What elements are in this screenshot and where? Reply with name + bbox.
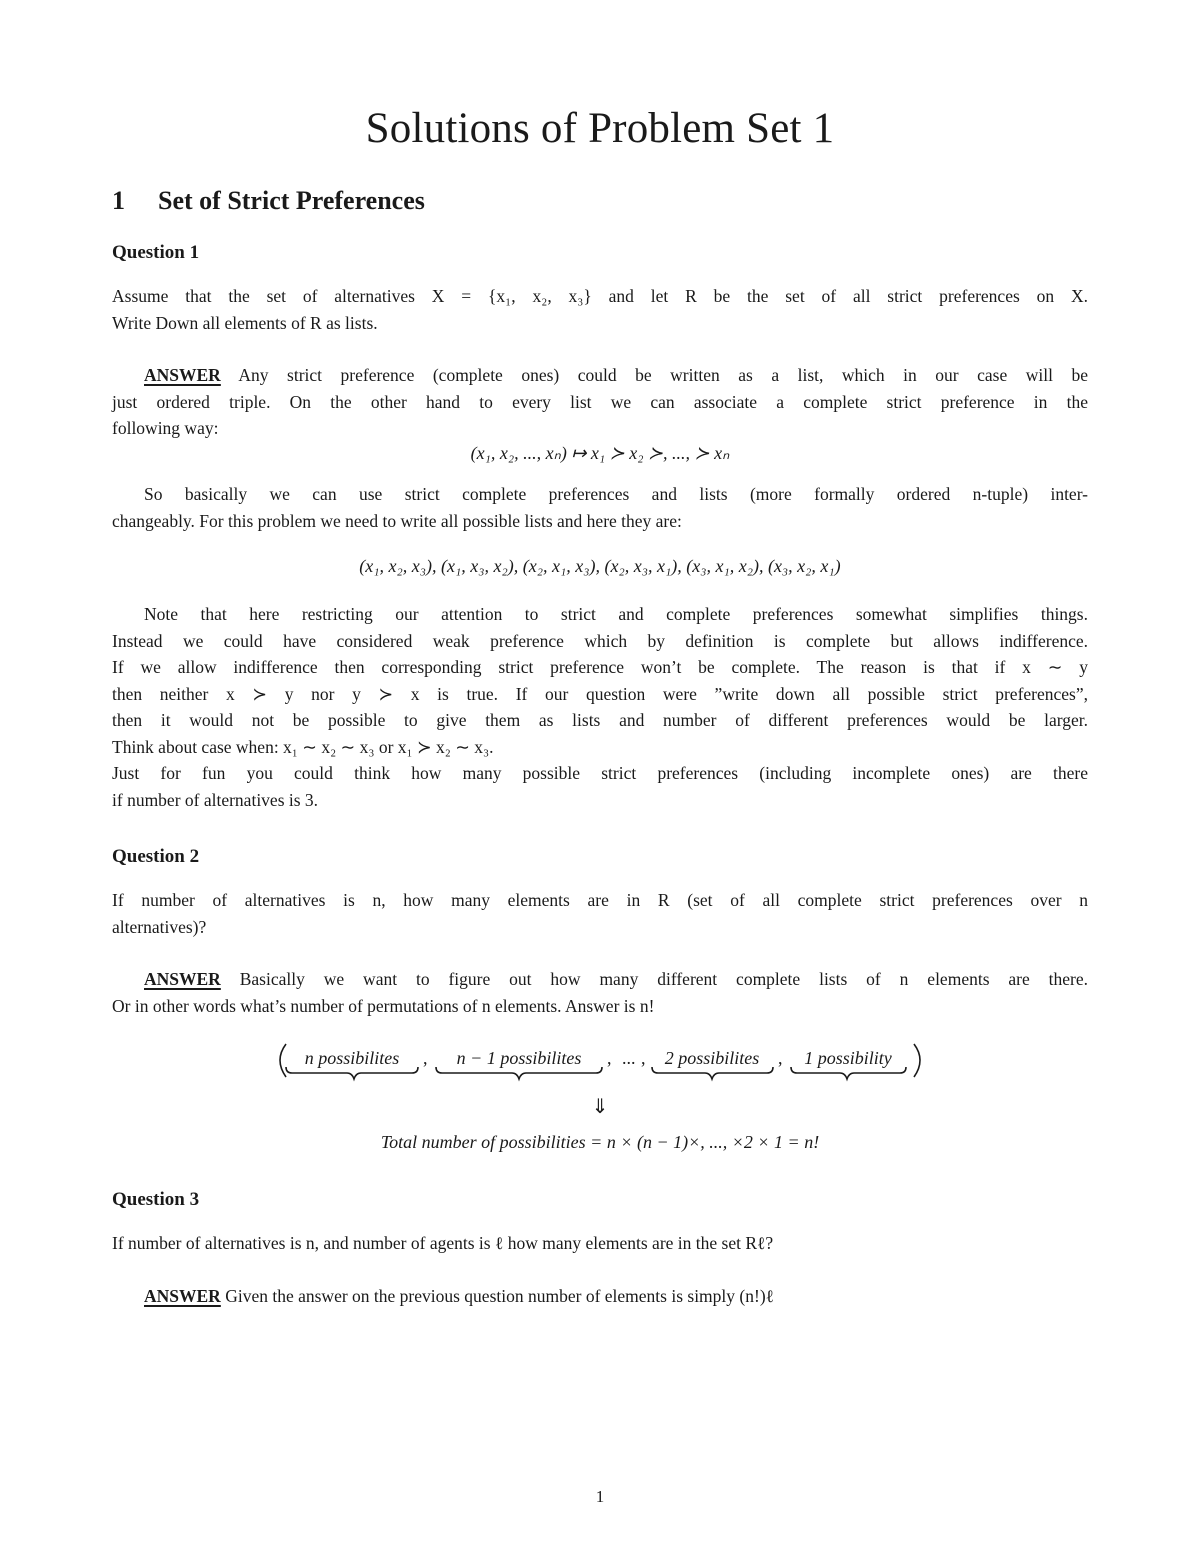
text-line: following way: xyxy=(112,418,219,438)
brace-label-1: 1 possibility xyxy=(804,1048,892,1068)
question-1-prompt xyxy=(112,283,1088,336)
brace-label-n: n possibilites xyxy=(304,1048,400,1068)
underbrace xyxy=(436,1067,602,1079)
question-2-prompt xyxy=(112,887,1088,940)
left-paren xyxy=(280,1044,286,1077)
question-2-answer xyxy=(112,966,1088,1019)
question-1-paragraph-3 xyxy=(112,601,1088,813)
answer-first-line xyxy=(112,1283,1088,1310)
question-3-prompt xyxy=(112,1230,1088,1257)
question-1-heading: Question 1 xyxy=(112,242,200,263)
brace-comma: , xyxy=(778,1048,783,1068)
text-line: then neither x ≻ y nor y ≻ x is true. If our question were ”write down all possible strict preferences”, xyxy=(112,683,1088,704)
text-line: Note that here restricting our attention to strict and complete preferences somewhat simplifies things. xyxy=(144,604,1088,624)
underbrace-display xyxy=(0,1040,1200,1090)
underbrace xyxy=(791,1067,906,1079)
question-1-paragraph-2 xyxy=(112,481,1088,534)
text-line: if number of alternatives is 3. xyxy=(112,789,319,810)
section-number: 1 xyxy=(112,186,125,215)
question-3-answer xyxy=(112,1283,1088,1310)
brace-comma: , xyxy=(607,1048,612,1068)
text-line: Any strict preference (complete ones) could be written as a list, which in our case will be xyxy=(238,365,1088,385)
text-line: If we allow indifference then corresponding strict preference won’t be complete. The reason is that if x ∼ y xyxy=(112,657,1088,677)
text-line: then it would not be possible to give them as lists and number of different preferences would be larger. xyxy=(112,710,1088,730)
text-line: Or in other words what’s number of permutations of n elements. Answer is n! xyxy=(112,995,655,1016)
text-line: just ordered triple. On the other hand to every list we can associate a complete strict preference in the xyxy=(112,391,1088,412)
display-equation-all-lists: (x₁, x₂, x₃), (x₁, x₃, x₂), (x₂, x₁, x₃), (x₂, x₃, x₁), (x₃, x₁, x₂), (x₃, x₂, x₁) xyxy=(359,556,841,576)
text-line: Basically we want to figure out how many different complete lists of n elements are there. xyxy=(239,969,1089,989)
text-line: Just for fun you could think how many possible strict preferences (including incomplete ones) are there xyxy=(112,763,1088,783)
text-line: If number of alternatives is n, how many elements are in R (set of all complete strict preferences over n xyxy=(112,890,1088,910)
question-2-heading: Question 2 xyxy=(112,846,200,867)
section-heading xyxy=(112,186,425,216)
right-paren xyxy=(914,1044,920,1077)
implies-arrow: ⇓ xyxy=(591,1096,609,1118)
display-equation-list-map: (x₁, x₂, ..., xₙ) ↦ x₁ ≻ x₂ ≻, ..., ≻ xₙ xyxy=(470,443,730,463)
text-line: Assume that the set of alternatives X = {x₁, x₂, x₃} and let R be the set of all strict preferences on X. xyxy=(112,286,1088,306)
brace-label-2: 2 possibilites xyxy=(664,1048,760,1068)
question-3-heading: Question 3 xyxy=(112,1189,200,1210)
text-line: Given the answer on the previous question number of elements is simply (n!)ℓ xyxy=(225,1286,775,1306)
brace-label-n-minus-1: n − 1 possibilites xyxy=(456,1048,582,1068)
answer-label: ANSWER xyxy=(144,969,221,989)
answer-first-line xyxy=(112,966,1088,993)
brace-comma: , xyxy=(641,1048,646,1068)
text-line: alternatives)? xyxy=(112,916,207,937)
text-line: Think about case when: x₁ ∼ x₂ ∼ x₃ or x₁ ≻ x₂ ∼ x₃. xyxy=(112,736,494,757)
section-title: Set of Strict Preferences xyxy=(158,186,425,215)
answer-first-line xyxy=(112,362,1088,389)
brace-ellipsis: ... xyxy=(622,1048,636,1068)
underbrace-svg xyxy=(0,1040,1200,1090)
answer-label: ANSWER xyxy=(144,1286,221,1306)
brace-comma: , xyxy=(423,1048,428,1068)
underbrace xyxy=(286,1067,418,1079)
display-equation-total: Total number of possibilities = n × (n − 1)×, ..., ×2 × 1 = n! xyxy=(380,1132,820,1152)
text-line: So basically we can use strict complete preferences and lists (more formally ordered n-tuple) inter- xyxy=(144,484,1088,504)
document-title: Solutions of Problem Set 1 xyxy=(365,105,835,152)
text-line: Write Down all elements of R as lists. xyxy=(112,312,378,333)
page-number: 1 xyxy=(595,1487,605,1506)
answer-label: ANSWER xyxy=(144,365,221,385)
text-line: Instead we could have considered weak preference which by definition is complete but allows indifference. xyxy=(112,630,1088,651)
text-line: changeably. For this problem we need to write all possible lists and here they are: xyxy=(112,510,682,531)
question-1-answer xyxy=(112,362,1088,442)
text-line: If number of alternatives is n, and number of agents is ℓ how many elements are in the set Rℓ? xyxy=(112,1233,774,1253)
underbrace xyxy=(652,1067,773,1079)
